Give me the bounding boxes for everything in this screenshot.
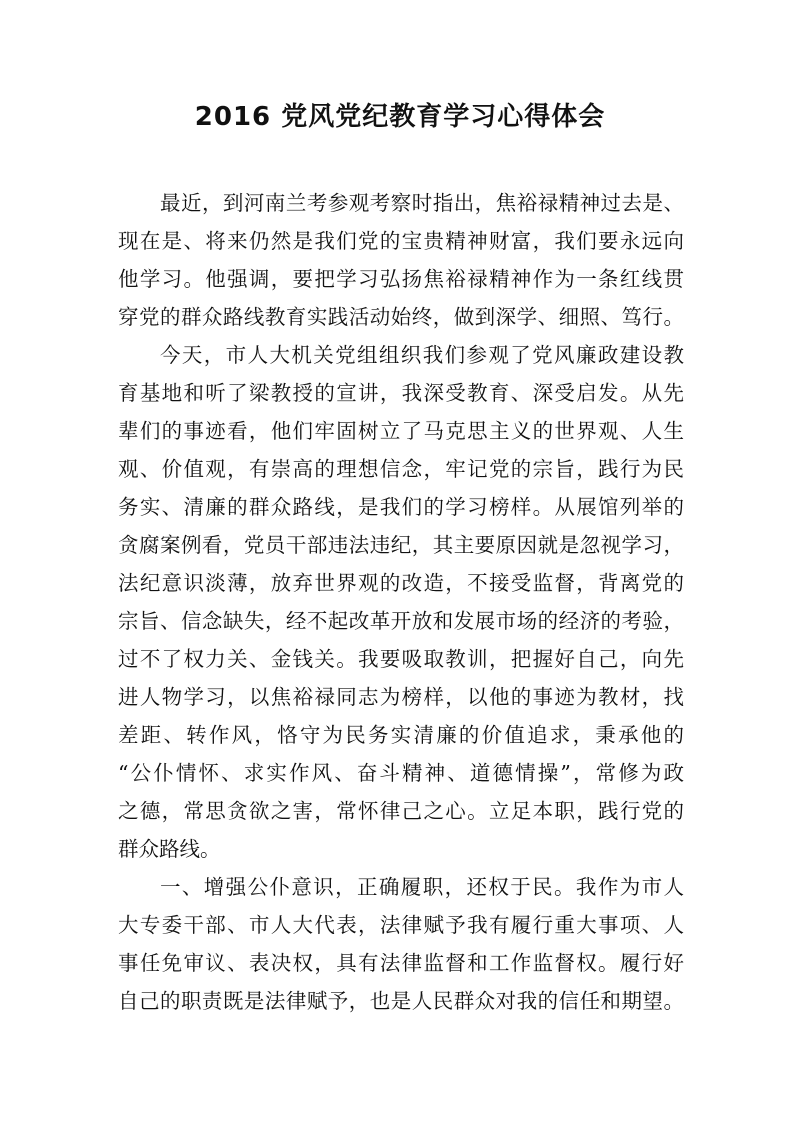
paragraph-line: 务实、清廉的群众路线，是我们的学习榜样。从展馆列举的 <box>118 495 684 519</box>
paragraph-line: 进人物学习，以焦裕禄同志为榜样，以他的事迹为教材，找 <box>118 685 684 709</box>
paragraph-line: “公仆情怀、求实作风、奋斗精神、道德情操”，常修为政 <box>118 761 684 785</box>
paragraph-line: 之德，常思贪欲之害，常怀律己之心。立足本职，践行党的 <box>118 799 684 823</box>
paragraph-line: 事任免审议、表决权，具有法律监督和工作监督权。履行好 <box>118 951 684 975</box>
paragraph-line: 他学习。他强调，要把学习弘扬焦裕禄精神作为一条红线贯 <box>118 267 684 291</box>
paragraph-line: 今天，市人大机关党组组织我们参观了党风廉政建设教 <box>160 343 684 367</box>
paragraph-line: 群众路线。 <box>118 837 221 861</box>
paragraph-line: 观、价值观，有崇高的理想信念，牢记党的宗旨，践行为民 <box>118 457 684 481</box>
paragraph-line: 差距、转作风，恪守为民务实清廉的价值追求，秉承他的 <box>118 723 684 747</box>
paragraph-line: 最近，到河南兰考参观考察时指出，焦裕禄精神过去是、 <box>160 191 684 215</box>
paragraph-line: 穿党的群众路线教育实践活动始终，做到深学、细照、笃行。 <box>118 305 684 329</box>
paragraph-line: 贪腐案例看，党员干部违法违纪，其主要原因就是忽视学习， <box>118 533 684 557</box>
document-title: 2016 党风党纪教育学习心得体会 <box>194 102 606 132</box>
paragraph-line: 育基地和听了梁教授的宣讲，我深受教育、深受启发。从先 <box>118 381 684 405</box>
paragraph-line: 宗旨、信念缺失，经不起改革开放和发展市场的经济的考验， <box>118 609 684 633</box>
paragraph-line: 大专委干部、市人大代表，法律赋予我有履行重大事项、人 <box>118 913 684 937</box>
paragraph-line: 自己的职责既是法律赋予，也是人民群众对我的信任和期望。 <box>118 989 684 1013</box>
paragraph-line: 过不了权力关、金钱关。我要吸取教训，把握好自己，向先 <box>118 647 684 671</box>
paragraph-line: 辈们的事迹看，他们牢固树立了马克思主义的世界观、人生 <box>118 419 684 443</box>
paragraph-line: 一、增强公仆意识，正确履职，还权于民。我作为市人 <box>160 875 684 899</box>
paragraph-line: 现在是、将来仍然是我们党的宝贵精神财富，我们要永远向 <box>118 229 684 253</box>
paragraph-line: 法纪意识淡薄，放弃世界观的改造，不接受监督，背离党的 <box>118 571 684 595</box>
